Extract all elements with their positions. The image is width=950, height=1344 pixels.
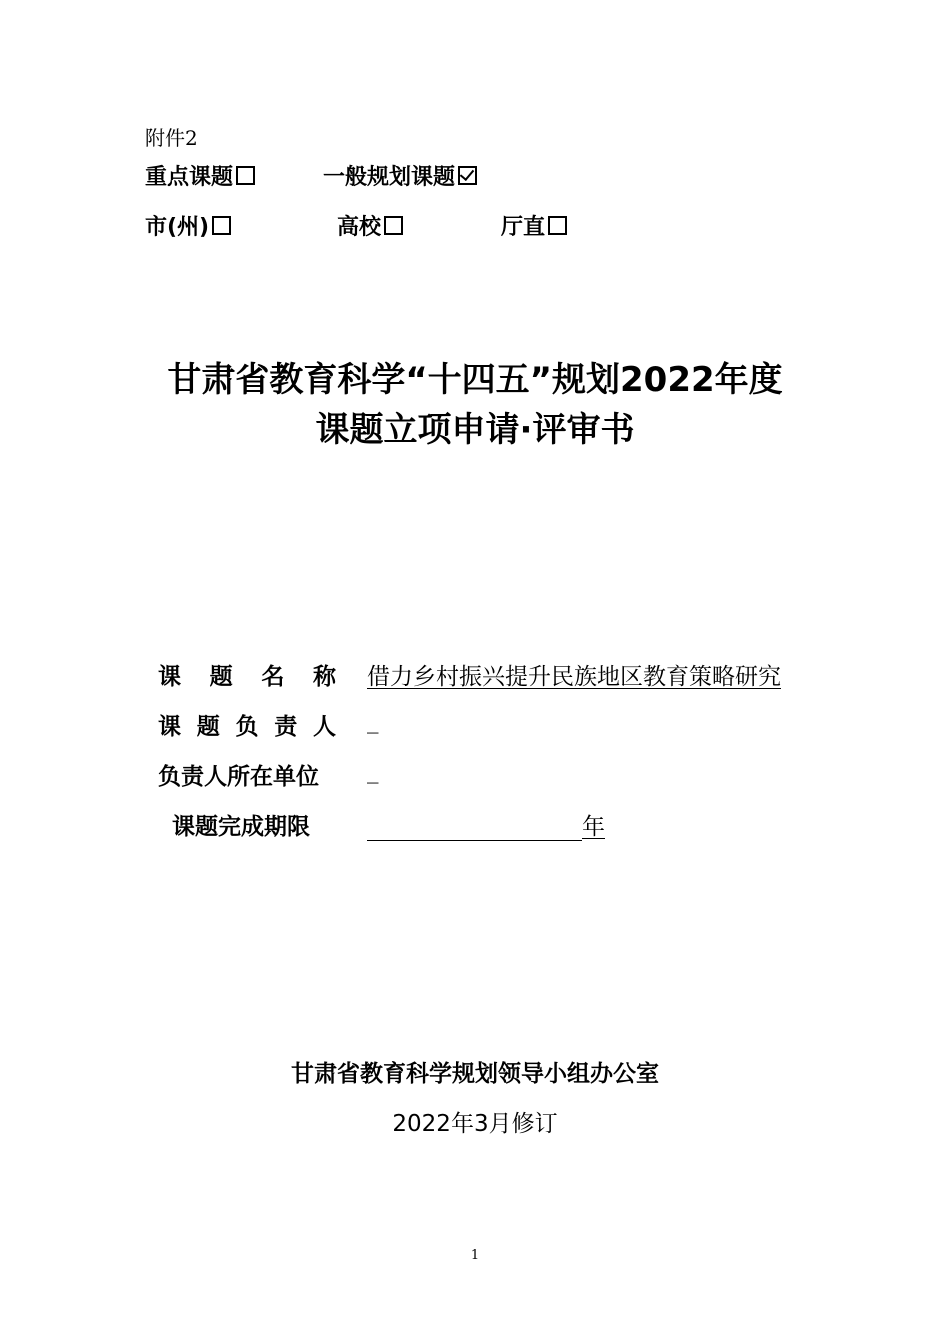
- unit-value[interactable]: _: [367, 758, 379, 784]
- deadline-blank[interactable]: [367, 816, 582, 841]
- document-title-line2: 课题立项申请·评审书: [315, 410, 635, 450]
- label-char: 负: [235, 714, 259, 740]
- label-char: 责: [274, 714, 298, 740]
- department-label: 厅直: [501, 215, 546, 240]
- key-project-label: 重点课题: [145, 165, 234, 190]
- deadline-suffix: 年: [582, 814, 605, 840]
- leader-label: [158, 708, 336, 741]
- label-char: 课: [158, 664, 181, 690]
- department-checkbox[interactable]: [548, 216, 567, 235]
- label-char: 课: [158, 714, 181, 740]
- department-option: [501, 210, 567, 241]
- deadline-label: 课题完成期限: [172, 814, 310, 840]
- city-label: 市(州): [145, 215, 210, 240]
- general-project-option: [323, 160, 477, 191]
- document-title-line1: 甘肃省教育科学“十四五”规划2022年度: [167, 360, 783, 400]
- attachment-label: 附件2: [145, 126, 198, 150]
- revision-date: 2022年3月修订: [392, 1111, 558, 1137]
- project-name-value[interactable]: 借力乡村振兴提升民族地区教育策略研究: [367, 664, 781, 690]
- general-project-checkbox[interactable]: [458, 166, 477, 185]
- label-char: 题: [209, 664, 233, 690]
- issuing-office: 甘肃省教育科学规划领导小组办公室: [291, 1061, 659, 1087]
- label-char: 人: [313, 714, 336, 740]
- page-number: 1: [470, 1248, 480, 1263]
- key-project-checkbox[interactable]: [236, 166, 255, 185]
- general-project-label: 一般规划课题: [323, 165, 456, 190]
- label-char: 称: [312, 664, 336, 690]
- unit-label: 负责人所在单位: [158, 764, 319, 790]
- project-name-label: [158, 658, 336, 691]
- deadline-value[interactable]: [367, 808, 605, 841]
- city-checkbox[interactable]: [212, 216, 231, 235]
- city-option: [145, 210, 231, 241]
- university-option: [337, 210, 403, 241]
- label-char: 名: [261, 664, 285, 690]
- university-label: 高校: [337, 215, 382, 240]
- label-char: 题: [196, 714, 220, 740]
- key-project-option: [145, 160, 255, 191]
- leader-value[interactable]: _: [367, 708, 379, 734]
- university-checkbox[interactable]: [384, 216, 403, 235]
